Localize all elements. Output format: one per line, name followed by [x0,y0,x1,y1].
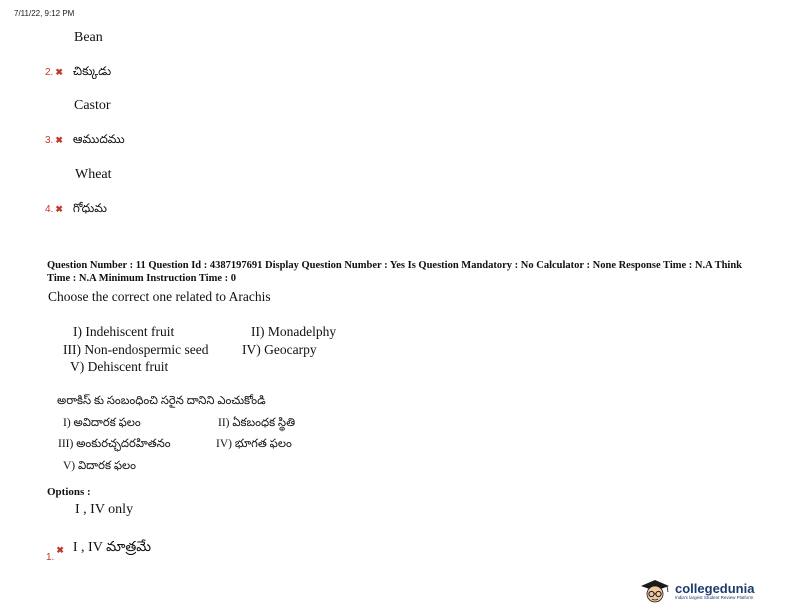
option-english-text: I , IV only [75,502,134,517]
cross-icon: ✖ [55,135,63,145]
question-text-english: Choose the correct one related to Arachis [48,289,271,304]
statement-english: IV) Geocarpy [242,342,317,357]
cross-icon: ✖ [55,204,63,214]
question-meta: Question Number : 11 Question Id : 4387197691 Display Question Number : Yes Is Question Mandatory : No Calculator : None Response Time : N.A Think Time : N.A Minimum Instruction Time : 0 [47,260,743,284]
option-number: 1. [46,552,55,563]
option-english-text: Bean [74,30,103,45]
brand-name: collegedunia [675,580,755,596]
option-number: 4. [45,204,54,215]
option-telugu-text: గోధుమ [72,201,107,215]
option-english-text: Castor [74,98,111,113]
statement-english: I) Indehiscent fruit [73,324,175,339]
statement-telugu: V) విదారక ఫలం [63,460,137,472]
option-telugu-text: చిక్కుడు [72,64,112,78]
option-number: 2. [45,67,54,78]
option-telugu-text: I , IV మాత్రమే [72,540,152,555]
option-row [45,130,125,149]
mascot-icon [637,577,673,605]
statement-english: V) Dehiscent fruit [70,359,169,374]
statement-telugu: I) అవిదారక ఫలం [63,417,141,429]
option-english-text: Wheat [75,167,112,182]
option-row [46,538,152,563]
collegedunia-logo [637,577,754,605]
option-row [45,199,107,218]
brand-tagline: India's largest Student Review Platform [675,594,754,600]
cross-icon: ✖ [56,545,64,555]
option-telugu-text: ఆముదము [72,132,125,146]
cross-icon: ✖ [55,67,63,77]
options-label: Options : [47,486,91,498]
print-timestamp: 7/11/22, 9:12 PM [14,9,75,18]
statement-english: III) Non-endospermic seed [63,342,209,357]
option-number: 3. [45,135,54,146]
statement-telugu: III) అంకురచ్ఛదరహితనం [58,438,171,450]
option-row [45,62,111,81]
question-text-telugu: అరాకిస్ కు సంబంధించి సరైన దానిని ఎంచుకోండి [57,395,266,407]
statement-telugu: IV) భూగత ఫలం [216,438,292,450]
statement-telugu: II) ఏకబంధక స్థితి [218,417,296,429]
statement-english: II) Monadelphy [251,324,337,339]
